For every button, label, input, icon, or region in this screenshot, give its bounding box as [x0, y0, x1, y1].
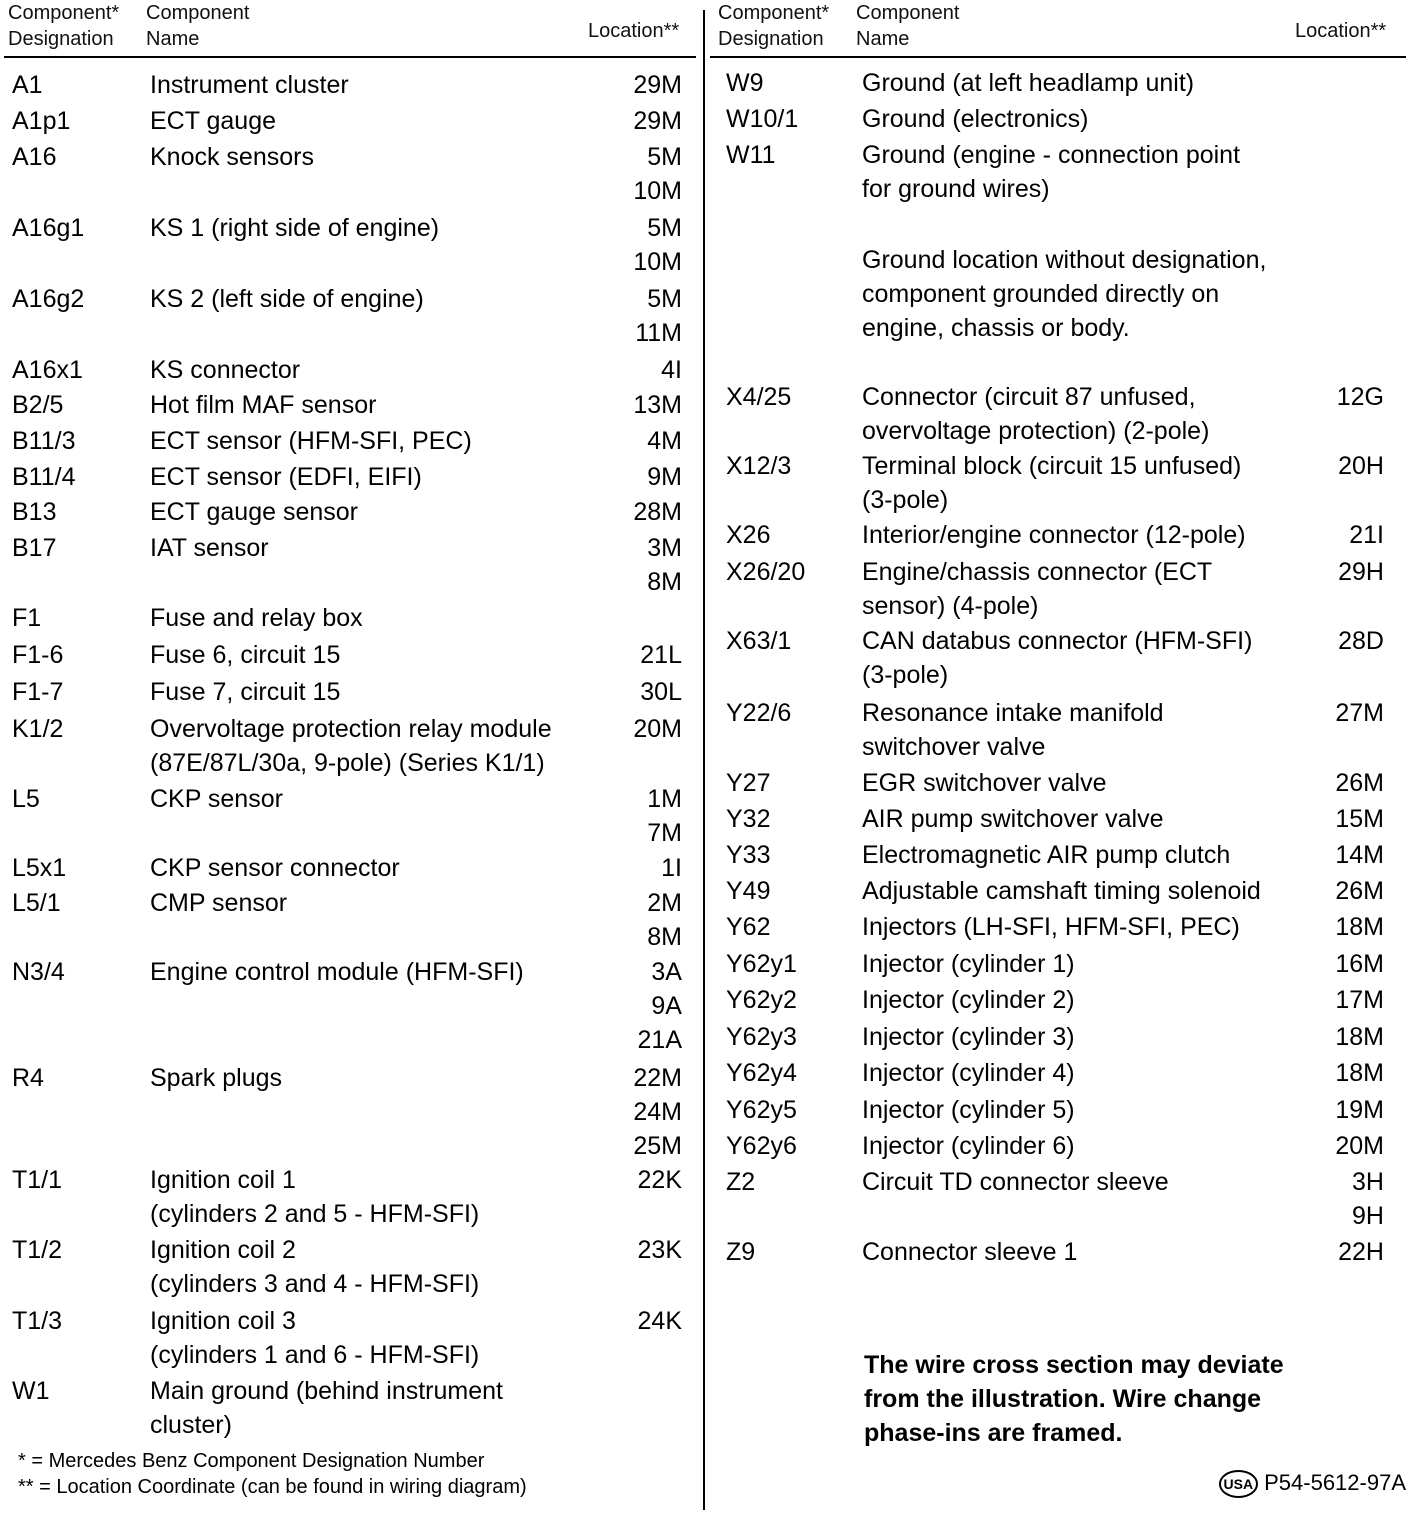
- component-location: 15M: [1335, 805, 1384, 833]
- component-name: Main ground (behind instrument cluster): [150, 1377, 503, 1439]
- component-location: 20M: [1335, 1132, 1384, 1160]
- component-name: Adjustable camshaft timing solenoid: [862, 877, 1261, 905]
- component-designation: X26/20: [726, 558, 806, 586]
- component-designation: W10/1: [726, 105, 799, 133]
- component-designation: Y62y4: [726, 1059, 797, 1087]
- component-designation: Y33: [726, 841, 771, 869]
- header-designation: Component* Designation: [8, 2, 120, 50]
- component-name: AIR pump switchover valve: [862, 805, 1164, 833]
- component-location: 18M: [1335, 1059, 1384, 1087]
- component-name: Injector (cylinder 4): [862, 1059, 1075, 1087]
- document-code: [1219, 1470, 1406, 1498]
- component-designation: L5/1: [12, 889, 61, 917]
- component-location: 29M: [633, 71, 682, 99]
- component-name: EGR switchover valve: [862, 769, 1107, 797]
- component-designation: Y62y1: [726, 950, 797, 978]
- component-name: Injector (cylinder 3): [862, 1023, 1075, 1051]
- component-designation: A1p1: [12, 107, 71, 135]
- component-designation: T1/2: [12, 1236, 63, 1264]
- component-location: 22M 24M 25M: [633, 1064, 682, 1160]
- component-name: Ground (engine - connection point for ground wires): [862, 141, 1241, 203]
- component-designation: W11: [726, 141, 776, 169]
- component-name: CMP sensor: [150, 889, 288, 917]
- component-name: Instrument cluster: [150, 71, 349, 99]
- component-location: 23K: [637, 1236, 682, 1264]
- header-name: Component Name: [856, 2, 960, 50]
- wire-note: The wire cross section may deviate from the illustration. Wire change phase-ins are framed.: [864, 1351, 1284, 1447]
- component-location: 9M: [647, 463, 682, 491]
- component-location: 30L: [640, 678, 682, 706]
- component-name: Engine/chassis connector (ECT sensor) (4-pole): [862, 558, 1213, 620]
- component-name: Injector (cylinder 6): [862, 1132, 1075, 1160]
- component-name: Knock sensors: [150, 143, 314, 171]
- component-designation: A16: [12, 143, 57, 171]
- component-designation: F1-7: [12, 678, 64, 706]
- component-location: 5M 11M: [635, 285, 682, 347]
- usa-badge: USA: [1219, 1470, 1259, 1498]
- header-divider: [710, 56, 1406, 58]
- component-designation: X63/1: [726, 627, 792, 655]
- component-designation: Y27: [726, 769, 771, 797]
- component-name: Ground location without designation, component grounded directly on engine, chassis or body.: [862, 246, 1267, 342]
- component-location: 5M 10M: [633, 214, 682, 276]
- component-location: 29M: [633, 107, 682, 135]
- component-location: 16M: [1335, 950, 1384, 978]
- component-designation: F1-6: [12, 641, 64, 669]
- component-location: 1M 7M: [647, 785, 682, 847]
- component-location: 22H: [1338, 1238, 1384, 1266]
- component-location: 26M: [1335, 769, 1384, 797]
- component-name: Injectors (LH-SFI, HFM-SFI, PEC): [862, 913, 1240, 941]
- component-location: 24K: [637, 1307, 682, 1335]
- component-name: KS 2 (left side of engine): [150, 285, 424, 313]
- component-location: 3A 9A 21A: [637, 958, 682, 1054]
- component-location: 22K: [637, 1166, 682, 1194]
- component-designation: Y62y3: [726, 1023, 797, 1051]
- component-location: 21I: [1349, 521, 1384, 549]
- component-designation: Y22/6: [726, 699, 792, 727]
- footnote-double-asterisk: ** = Location Coordinate (can be found in wiring diagram): [18, 1476, 527, 1498]
- component-designation: T1/3: [12, 1307, 63, 1335]
- component-designation: A1: [12, 71, 43, 99]
- component-location: 4M: [647, 427, 682, 455]
- component-designation: R4: [12, 1064, 44, 1092]
- component-name: Ignition coil 1 (cylinders 2 and 5 - HFM-SFI): [150, 1166, 480, 1228]
- component-name: Ignition coil 2 (cylinders 3 and 4 - HFM-SFI): [150, 1236, 480, 1298]
- component-name: Engine control module (HFM-SFI): [150, 958, 524, 986]
- component-designation: F1: [12, 604, 42, 632]
- component-name: Injector (cylinder 5): [862, 1096, 1075, 1124]
- component-name: CKP sensor: [150, 785, 283, 813]
- component-name: ECT gauge: [150, 107, 277, 135]
- component-location: 26M: [1335, 877, 1384, 905]
- component-location: 28D: [1338, 627, 1384, 655]
- component-location: 4I: [661, 356, 682, 384]
- header-location: Location**: [588, 20, 680, 42]
- component-designation: T1/1: [12, 1166, 63, 1194]
- component-name: CKP sensor connector: [150, 854, 400, 882]
- header-location: Location**: [1295, 20, 1387, 42]
- header-designation: Component* Designation: [718, 2, 830, 50]
- component-name: Resonance intake manifold switchover valve: [862, 699, 1164, 761]
- component-location: 3H 9H: [1352, 1168, 1384, 1230]
- component-location: 27M: [1335, 699, 1384, 727]
- component-designation: L5: [12, 785, 40, 813]
- component-designation: Y62y2: [726, 986, 797, 1014]
- component-designation: K1/2: [12, 715, 64, 743]
- component-designation: A16x1: [12, 356, 83, 384]
- component-designation: A16g1: [12, 214, 85, 242]
- component-name: Spark plugs: [150, 1064, 283, 1092]
- component-location: 12G: [1336, 383, 1384, 411]
- component-name: Electromagnetic AIR pump clutch: [862, 841, 1231, 869]
- component-location: 18M: [1335, 1023, 1384, 1051]
- component-location: 2M 8M: [647, 889, 682, 951]
- component-location: 20H: [1338, 452, 1384, 480]
- component-location: 17M: [1335, 986, 1384, 1014]
- component-name: KS connector: [150, 356, 301, 384]
- component-designation: B11/4: [12, 463, 76, 491]
- component-name: ECT sensor (EDFI, EIFI): [150, 463, 422, 491]
- component-designation: L5x1: [12, 854, 67, 882]
- component-location: 3M 8M: [647, 534, 682, 596]
- header-divider: [4, 56, 696, 58]
- component-name: Injector (cylinder 2): [862, 986, 1075, 1014]
- component-designation: Y49: [726, 877, 771, 905]
- document-code-text: P54-5612-97A: [1264, 1470, 1406, 1495]
- component-designation: B11/3: [12, 427, 76, 455]
- component-name: Connector (circuit 87 unfused, overvoltage protection) (2-pole): [862, 383, 1210, 445]
- component-designation: X4/25: [726, 383, 792, 411]
- component-name: ECT sensor (HFM-SFI, PEC): [150, 427, 472, 455]
- component-name: Injector (cylinder 1): [862, 950, 1075, 978]
- component-location: 13M: [633, 391, 682, 419]
- component-designation: W1: [12, 1377, 50, 1405]
- component-name: IAT sensor: [150, 534, 269, 562]
- component-name: Terminal block (circuit 15 unfused) (3-pole): [862, 452, 1242, 514]
- component-location: 29H: [1338, 558, 1384, 586]
- component-designation: X26: [726, 521, 771, 549]
- component-designation: B2/5: [12, 391, 64, 419]
- column-divider: [703, 10, 705, 1510]
- component-location: 1I: [661, 854, 682, 882]
- component-name: Interior/engine connector (12-pole): [862, 521, 1246, 549]
- component-location: 28M: [633, 498, 682, 526]
- component-name: KS 1 (right side of engine): [150, 214, 440, 242]
- component-location: 18M: [1335, 913, 1384, 941]
- component-designation: Z2: [726, 1168, 756, 1196]
- component-name: CAN databus connector (HFM-SFI) (3-pole): [862, 627, 1253, 689]
- component-designation: W9: [726, 69, 764, 97]
- component-name: Circuit TD connector sleeve: [862, 1168, 1169, 1196]
- component-name: ECT gauge sensor: [150, 498, 358, 526]
- component-designation: Y62y5: [726, 1096, 797, 1124]
- component-name: Ground (at left headlamp unit): [862, 69, 1195, 97]
- component-name: Connector sleeve 1: [862, 1238, 1078, 1266]
- component-name: Fuse 6, circuit 15: [150, 641, 341, 669]
- footnote-single-asterisk: * = Mercedes Benz Component Designation Number: [18, 1450, 485, 1472]
- component-designation: Y62: [726, 913, 771, 941]
- component-designation: Y62y6: [726, 1132, 797, 1160]
- component-location: 21L: [640, 641, 682, 669]
- component-name: Fuse and relay box: [150, 604, 363, 632]
- component-location: 5M 10M: [633, 143, 682, 205]
- component-location: 14M: [1335, 841, 1384, 869]
- component-name: Ignition coil 3 (cylinders 1 and 6 - HFM-SFI): [150, 1307, 480, 1369]
- component-designation: Y32: [726, 805, 771, 833]
- component-name: Fuse 7, circuit 15: [150, 678, 341, 706]
- component-name: Ground (electronics): [862, 105, 1089, 133]
- component-location: 20M: [633, 715, 682, 743]
- component-location: 19M: [1335, 1096, 1384, 1124]
- component-name: Overvoltage protection relay module (87E/87L/30a, 9-pole) (Series K1/1): [150, 715, 552, 777]
- component-designation: A16g2: [12, 285, 85, 313]
- component-designation: B17: [12, 534, 57, 562]
- component-designation: N3/4: [12, 958, 65, 986]
- header-name: Component Name: [146, 2, 250, 50]
- component-designation: Z9: [726, 1238, 756, 1266]
- component-designation: X12/3: [726, 452, 792, 480]
- component-name: Hot film MAF sensor: [150, 391, 377, 419]
- component-designation: B13: [12, 498, 57, 526]
